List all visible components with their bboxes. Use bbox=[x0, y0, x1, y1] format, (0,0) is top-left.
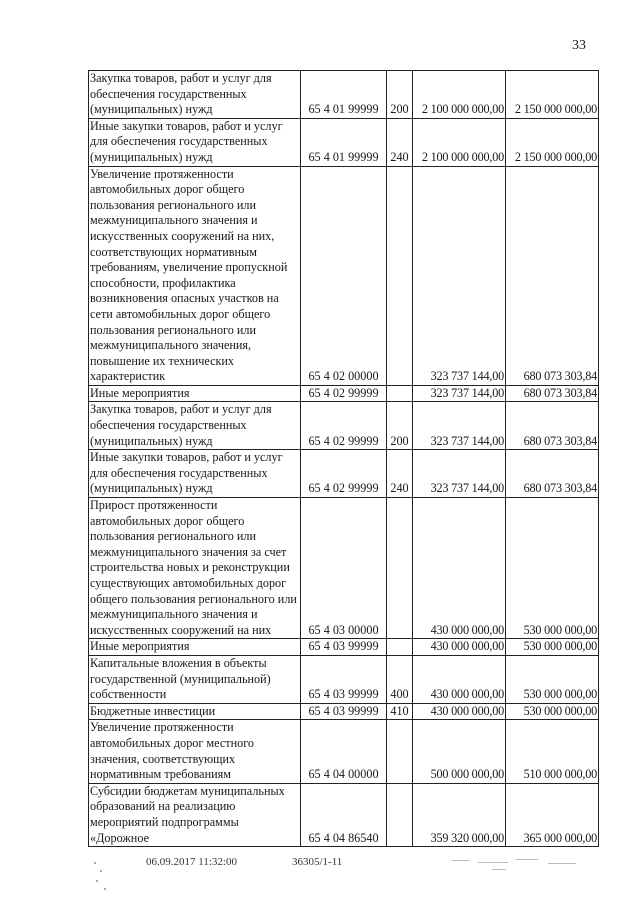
table-row bbox=[89, 655, 599, 703]
row-code-cell: 65 4 01 99999 bbox=[301, 118, 387, 166]
row-amount-year1-cell: 323 737 144,00 bbox=[413, 385, 506, 402]
row-name-cell: Закупка товаров, работ и услуг для обеспечения государственных (муниципальных) нужд bbox=[89, 402, 301, 450]
row-name-cell: Иные закупки товаров, работ и услуг для обеспечения государственных (муниципальных) нужд bbox=[89, 450, 301, 498]
row-amount-year1-cell: 2 100 000 000,00 bbox=[413, 71, 506, 119]
row-expense-type-cell bbox=[387, 498, 413, 639]
table-row bbox=[89, 402, 599, 450]
row-expense-type-cell bbox=[387, 720, 413, 783]
row-expense-type-cell: 400 bbox=[387, 655, 413, 703]
page-number: 33 bbox=[572, 38, 586, 53]
row-code-cell: 65 4 03 99999 bbox=[301, 703, 387, 720]
row-code-cell: 65 4 02 99999 bbox=[301, 450, 387, 498]
row-amount-year1-cell: 430 000 000,00 bbox=[413, 498, 506, 639]
table-row bbox=[89, 639, 599, 656]
row-code-cell: 65 4 01 99999 bbox=[301, 71, 387, 119]
row-amount-year1-cell: 323 737 144,00 bbox=[413, 402, 506, 450]
row-name-cell: Иные мероприятия bbox=[89, 639, 301, 656]
row-amount-year2-cell: 530 000 000,00 bbox=[506, 498, 599, 639]
row-amount-year1-cell: 323 737 144,00 bbox=[413, 166, 506, 385]
row-name-cell: Субсидии бюджетам муниципальных образований на реализацию мероприятий подпрограммы «Дорожное bbox=[89, 783, 301, 846]
footer-timestamp: 06.09.2017 11:32:00 bbox=[146, 856, 237, 868]
row-amount-year2-cell: 680 073 303,84 bbox=[506, 166, 599, 385]
table-row bbox=[89, 703, 599, 720]
row-name-cell: Бюджетные инвестиции bbox=[89, 703, 301, 720]
row-amount-year1-cell: 430 000 000,00 bbox=[413, 639, 506, 656]
row-amount-year1-cell: 359 320 000,00 bbox=[413, 783, 506, 846]
row-name-cell: Иные мероприятия bbox=[89, 385, 301, 402]
row-code-cell: 65 4 04 86540 bbox=[301, 783, 387, 846]
row-code-cell: 65 4 02 00000 bbox=[301, 166, 387, 385]
footer-document-number: 36305/1-11 bbox=[292, 856, 343, 868]
row-amount-year2-cell: 510 000 000,00 bbox=[506, 720, 599, 783]
row-amount-year1-cell: 430 000 000,00 bbox=[413, 703, 506, 720]
table-row bbox=[89, 118, 599, 166]
row-expense-type-cell: 200 bbox=[387, 71, 413, 119]
row-amount-year2-cell: 365 000 000,00 bbox=[506, 783, 599, 846]
row-code-cell: 65 4 03 00000 bbox=[301, 498, 387, 639]
table-row bbox=[89, 498, 599, 639]
row-code-cell: 65 4 02 99999 bbox=[301, 402, 387, 450]
row-amount-year2-cell: 680 073 303,84 bbox=[506, 402, 599, 450]
row-expense-type-cell bbox=[387, 783, 413, 846]
table-row bbox=[89, 720, 599, 783]
row-amount-year1-cell: 2 100 000 000,00 bbox=[413, 118, 506, 166]
row-amount-year2-cell: 2 150 000 000,00 bbox=[506, 71, 599, 119]
row-name-cell: Увеличение протяженности автомобильных дорог местного значения, соответствующих нормативным требованиям bbox=[89, 720, 301, 783]
budget-table-body bbox=[89, 71, 599, 847]
row-expense-type-cell bbox=[387, 639, 413, 656]
row-code-cell: 65 4 03 99999 bbox=[301, 655, 387, 703]
row-amount-year2-cell: 680 073 303,84 bbox=[506, 385, 599, 402]
table-row bbox=[89, 385, 599, 402]
row-code-cell: 65 4 03 99999 bbox=[301, 639, 387, 656]
budget-table bbox=[88, 70, 599, 847]
row-amount-year1-cell: 500 000 000,00 bbox=[413, 720, 506, 783]
row-expense-type-cell: 200 bbox=[387, 402, 413, 450]
row-expense-type-cell: 240 bbox=[387, 118, 413, 166]
row-amount-year2-cell: 680 073 303,84 bbox=[506, 450, 599, 498]
row-code-cell: 65 4 04 00000 bbox=[301, 720, 387, 783]
row-name-cell: Иные закупки товаров, работ и услуг для обеспечения государственных (муниципальных) нужд bbox=[89, 118, 301, 166]
row-expense-type-cell: 410 bbox=[387, 703, 413, 720]
row-expense-type-cell bbox=[387, 385, 413, 402]
row-amount-year1-cell: 430 000 000,00 bbox=[413, 655, 506, 703]
row-expense-type-cell bbox=[387, 166, 413, 385]
table-row bbox=[89, 450, 599, 498]
row-amount-year2-cell: 530 000 000,00 bbox=[506, 703, 599, 720]
row-name-cell: Закупка товаров, работ и услуг для обеспечения государственных (муниципальных) нужд bbox=[89, 71, 301, 119]
row-name-cell: Капитальные вложения в объекты государственной (муниципальной) собственности bbox=[89, 655, 301, 703]
row-code-cell: 65 4 02 99999 bbox=[301, 385, 387, 402]
row-name-cell: Прирост протяженности автомобильных дорог общего пользования регионального или межмуниципального значения за счет строительства новых и реконструкции существующих автомобильных дорог общего пользования регионального или межмуниципального значения и искусственных сооружений на них bbox=[89, 498, 301, 639]
table-row bbox=[89, 783, 599, 846]
row-amount-year2-cell: 530 000 000,00 bbox=[506, 639, 599, 656]
row-name-cell: Увеличение протяженности автомобильных дорог общего пользования регионального или межмуниципального значения и искусственных сооружений на них, соответствующих нормативным требованиям, увеличение пропускной способности, профилактика возникновения опасных участков на сети автомобильных дорог общего пользования регионального или межмуниципального значения, повышение их технических характеристик bbox=[89, 166, 301, 385]
row-amount-year2-cell: 2 150 000 000,00 bbox=[506, 118, 599, 166]
row-amount-year2-cell: 530 000 000,00 bbox=[506, 655, 599, 703]
scan-artifact-left bbox=[92, 858, 112, 898]
row-amount-year1-cell: 323 737 144,00 bbox=[413, 450, 506, 498]
table-row bbox=[89, 71, 599, 119]
table-row bbox=[89, 166, 599, 385]
scan-artifact bbox=[452, 854, 582, 874]
row-expense-type-cell: 240 bbox=[387, 450, 413, 498]
